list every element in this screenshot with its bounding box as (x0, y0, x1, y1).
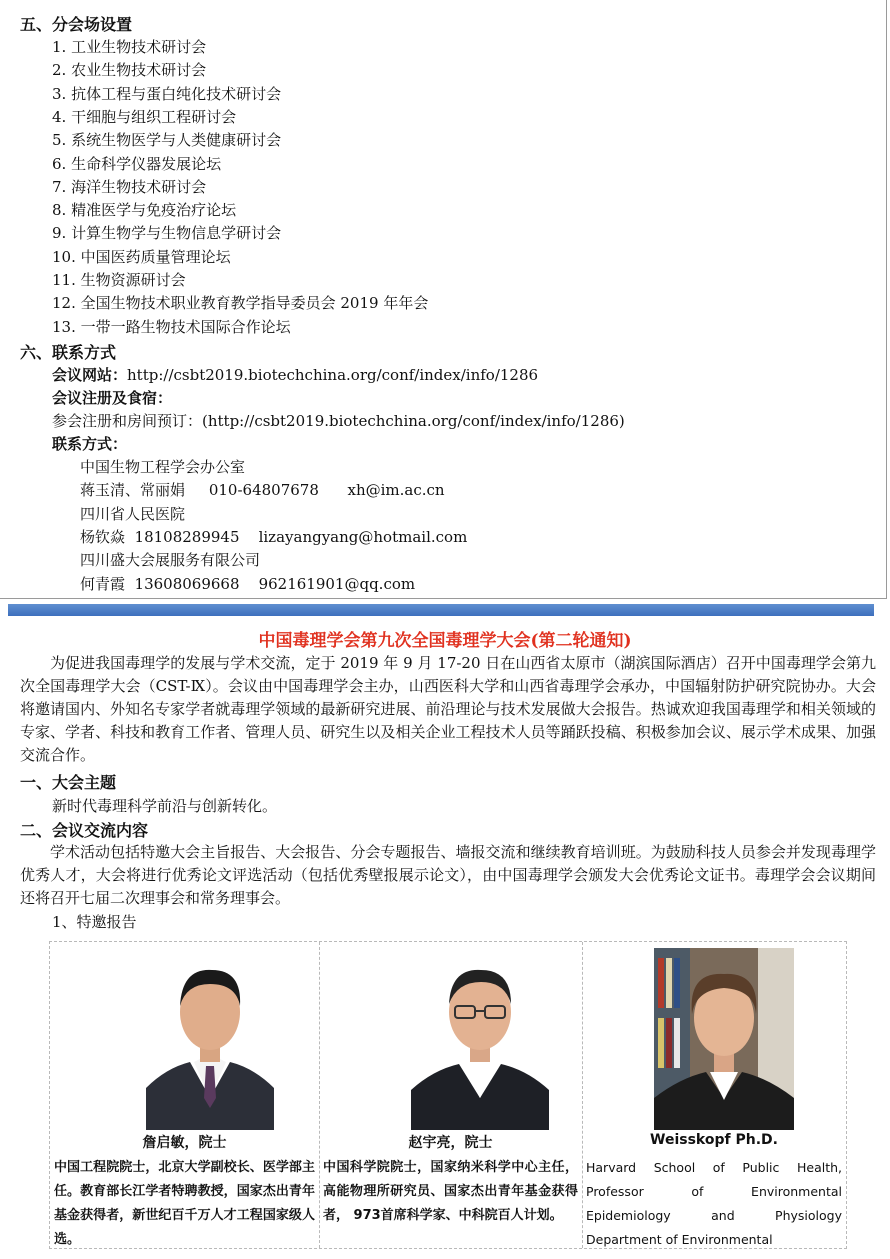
intro-paragraph: 为促进我国毒理学的发展与学术交流，定于 2019 年 9 月 17-20 日在山西省太原市（湖滨国际酒店）召开中国毒理学会第九次全国毒理学大会（CST-Ⅸ）。会议由中国毒理学会主办，山西医科大学和山西省毒理学会承办，中国辐射防护研究院协办。大会将邀请国内、外知名专家学者就毒理学领域的最新研究进展、前沿理论与技术发展做大会报告。热诚欢迎我国毒理学和相关领域的专家、学者、科技和教育工作者、管理人员、研究生以及相关企业工程技术人员等踊跃投稿、积极参加会议、展示学术成果、加强交流合作。 (20, 654, 876, 764)
invited-heading: 1、特邀报告 (52, 913, 137, 931)
section5-heading: 五、分会场设置 (20, 15, 133, 34)
speaker-bio: Harvard School of Public Health, Professor of Environmental Epidemiology and Physiology Department of Environmental (586, 1160, 842, 1247)
notice-title: 中国毒理学会第九次全国毒理学大会(第二轮通知) (258, 631, 632, 651)
contact-line: 中国生物工程学会办公室 (80, 458, 246, 476)
speaker-cell (319, 942, 583, 1248)
speaker-photo (146, 948, 274, 1130)
session-item: 9. 计算生物学与生物信息学研讨会 (52, 224, 282, 243)
session-item: 5. 系统生物医学与人类健康研讨会 (52, 131, 282, 150)
session-item: 8. 精准医学与免疫治疗论坛 (52, 201, 237, 220)
speaker-bio: 中国科学院院士，国家纳米科学中心主任，高能物理所研究员、国家杰出青年基金获得者， 973首席科学家、中科院百人计划。 (323, 1160, 578, 1223)
speaker-name: Weisskopf Ph.D. (650, 1132, 778, 1148)
contact-line: 何青霞 13608069668 962161901@qq.com (80, 574, 416, 593)
session-item: 12. 全国生物技术职业教育教学指导委员会 2019 年年会 (52, 294, 429, 313)
session-item: 1. 工业生物技术研讨会 (52, 38, 207, 56)
contact-line: 蒋玉清、常丽娟 010-64807678 xh@im.ac.cn (80, 481, 445, 500)
session-item: 7. 海洋生物技术研讨会 (52, 177, 207, 196)
website-line (52, 364, 538, 385)
register-heading: 会议注册及食宿： (52, 389, 173, 407)
contact-line: 四川省人民医院 (80, 504, 186, 523)
session-item: 6. 生命科学仪器发展论坛 (52, 154, 222, 173)
theme-text: 新时代毒理科学前沿与创新转化。 (52, 797, 278, 815)
speaker-table (49, 941, 847, 1249)
speaker-photo (411, 948, 549, 1130)
contact-heading: 联系方式： (52, 435, 128, 453)
website-url: http://csbt2019.biotechchina.org/conf/index/info/1286 (127, 366, 539, 384)
session-item: 11. 生物资源研讨会 (52, 271, 186, 289)
speaker-name: 詹启敏，院士 (142, 1135, 227, 1151)
website-label: 会议网站： (52, 366, 128, 384)
content-heading: 二、会议交流内容 (20, 821, 149, 840)
divider-bar (8, 604, 874, 616)
contact-line: 四川盛大会展服务有限公司 (80, 551, 261, 570)
speaker-cell (50, 942, 320, 1248)
speaker-name: 赵宇亮，院士 (408, 1135, 493, 1151)
session-item: 4. 干细胞与组织工程研讨会 (52, 107, 237, 126)
session-item: 10. 中国医药质量管理论坛 (52, 247, 231, 266)
speaker-photo (654, 948, 794, 1130)
session-item: 13. 一带一路生物技术国际合作论坛 (52, 317, 291, 336)
content-paragraph: 学术活动包括特邀大会主旨报告、大会报告、分会专题报告、墙报交流和继续教育培训班。为鼓励科技人员参会并发现毒理学优秀人才，大会将进行优秀论文评选活动（包括优秀壁报展示论文），由中国毒理学会颁发大会优秀论文证书。毒理学会会议期间还将召开七届二次理事会和常务理事会。 (20, 843, 876, 907)
theme-heading: 一、大会主题 (20, 773, 117, 792)
register-text: 参会注册和房间预订：(http://csbt2019.biotechchina.org/conf/index/info/1286) (52, 412, 625, 430)
session-item: 2. 农业生物技术研讨会 (52, 61, 207, 80)
session-item: 3. 抗体工程与蛋白纯化技术研讨会 (52, 84, 282, 103)
speaker-bio: 中国工程院院士，北京大学副校长、医学部主任。教育部长江学者特聘教授，国家杰出青年基金获得者，新世纪百千万人才工程国家级人选。 (54, 1160, 315, 1247)
speaker-cell (582, 942, 846, 1248)
contact-line: 杨钦焱 18108289945 lizayangyang@hotmail.com (80, 527, 468, 546)
section6-heading: 六、联系方式 (20, 343, 117, 362)
